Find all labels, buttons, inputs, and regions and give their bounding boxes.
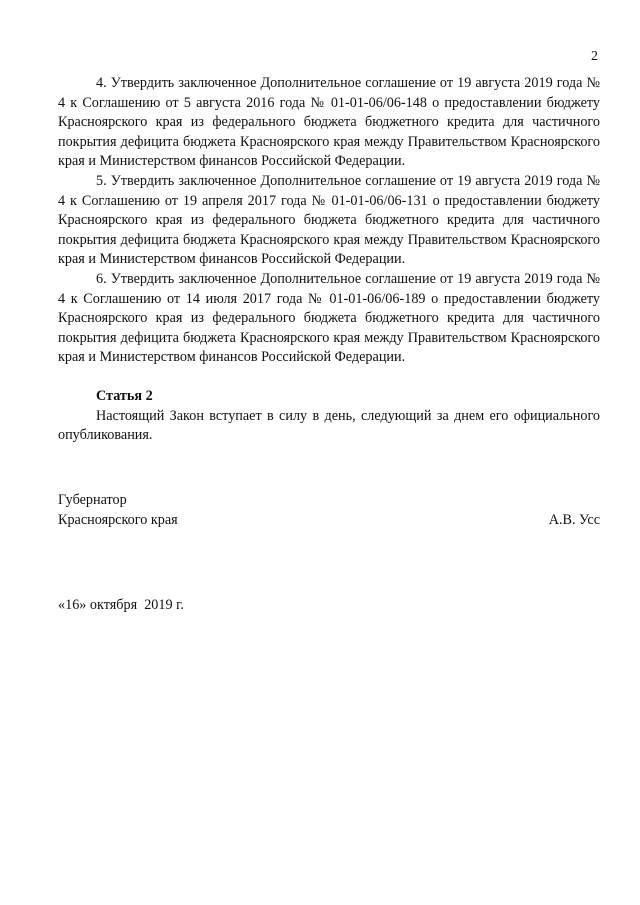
signature-block bbox=[58, 491, 600, 530]
page-number: 2 bbox=[591, 49, 598, 64]
signatory-name: А.В. Усс bbox=[548, 511, 600, 528]
signatory-position-line2: Красноярского края bbox=[58, 511, 178, 528]
document-body bbox=[58, 74, 600, 446]
article-2 bbox=[58, 387, 600, 446]
clause-6: 6. Утвердить заключенное Дополнительное соглашение от 19 августа 2019 года № 4 к Соглашению от 14 июля 2017 года № 01-01-06/06-189 о предоставлении бюджету Красноярского края из федерального бюджета бюджетного кредита для частичного покрытия дефицита бюджета Красноярского края между Правительством Красноярского края и Министерством финансов Российской Федерации. bbox=[58, 270, 600, 366]
article-title: Статья 2 bbox=[96, 387, 153, 404]
article-text: Настоящий Закон вступает в силу в день, следующий за днем его официального опубликования. bbox=[58, 407, 600, 444]
clause-4: 4. Утвердить заключенное Дополнительное соглашение от 19 августа 2019 года № 4 к Соглашению от 5 августа 2016 года № 01-01-06/06-148 о предоставлении бюджету Красноярского края из федерального бюджета бюджетного кредита для частичного покрытия дефицита бюджета Красноярского края между Правительством Красноярского края и Министерством финансов Российской Федерации. bbox=[58, 75, 600, 170]
signatory-position-line1: Губернатор bbox=[58, 492, 127, 508]
clause-5: 5. Утвердить заключенное Дополнительное соглашение от 19 августа 2019 года № 4 к Соглашению от 19 апреля 2017 года № 01-01-06/06-131 о предоставлении бюджету Красноярского края из федерального бюджета бюджетного кредита для частичного покрытия дефицита бюджета Красноярского края между Правительством Красноярского края и Министерством финансов Российской Федерации. bbox=[58, 172, 600, 268]
document-date: «16» октября 2019 г. bbox=[58, 597, 184, 613]
